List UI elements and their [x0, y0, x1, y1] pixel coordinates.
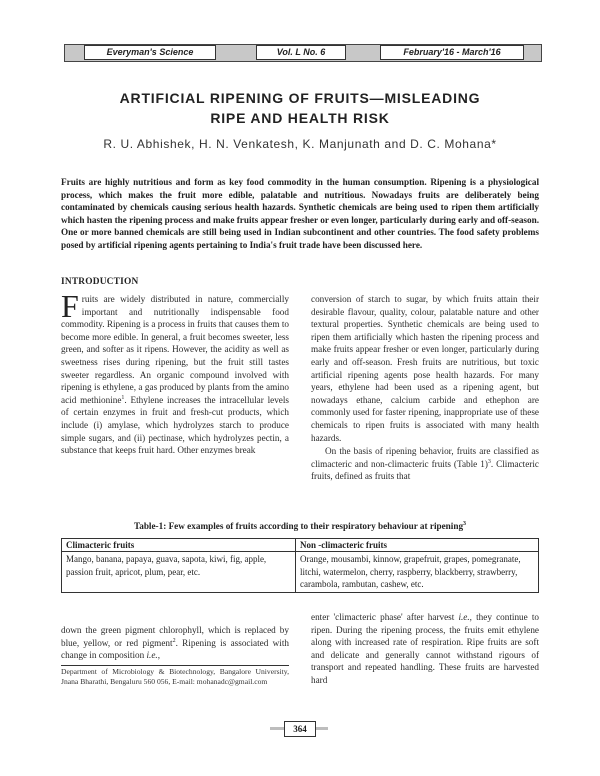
cont-right-a: enter 'climacteric phase' after harvest	[311, 612, 459, 622]
right-column-intro	[311, 293, 539, 483]
table-caption	[0, 521, 600, 531]
volume-label: Vol. L No. 6	[256, 45, 346, 60]
left-column-continuation	[61, 624, 289, 662]
right-paragraph-1: conversion of starch to sugar, by which fruits attain their desirable flavour, quality, colour, palatable nature and other textural properties. Synthetic chemicals are being used to ripen them artificially which hasten the ripening process and make fruits appear fresher or even longer, particularly during early and off-season. Fresh fruits are nutritious, but toxic artificial ripening agents pose health hazards. For many years, ethylene had been used as a ripening agent, but nowadays ethane, calcium carbide and ethephon are commonly used for faster ripening, inappropriate use of these chemicals to ripen fruits is associated with many health hazards.	[311, 294, 539, 443]
fruits-table	[61, 538, 539, 593]
title-line-1: ARTIFICIAL RIPENING OF FRUITS—MISLEADING	[119, 90, 481, 106]
abstract: Fruits are highly nutritious and form as key food commodity in the human consumption. Ripening is a physiological process, which makes the fruit more edible, palatable and nutritious. Nowadays fruits are deliberately being contaminated by chemicals causing serious health hazards. Synthetic chemicals are being used to ripen them artificially which hasten the ripening process and make fruits appear fresher or even longer, particularly during early and off-season. One or more banned chemicals are still being used in Indian subcontinent and other countries. The food safety problems posed by artificial ripening agents pertaining to India's fruit trade have been discussed here.	[61, 177, 539, 250]
table-row	[62, 552, 539, 592]
intro-text-a: ruits are widely distributed in nature, commercially important and nutritionally indispensable food commodity. Ripening is a process in fruits that causes them to become more edible. In general, a fruit becomes sweeter, less green, and softer as it ripens. However, the acidity as well as sweetness rises during ripening, but the fruit still tastes sweeter regardless. An organic compound involved with ripening is ethylene, a gas produced by plants from the amino acid methionine	[61, 294, 289, 405]
right-paragraph-2	[311, 445, 539, 483]
table-header-row	[62, 539, 539, 552]
ref-2: 2	[172, 637, 176, 644]
intro-text-b: . Ethylene increases the intracellular levels of certain enzymes in fruit and fresh-cut products, which include (i) amylase, which hydrolyzes starch to produce simple sugars, and (ii) pectinase, which hydrolyzes pectin, a substance that keeps fruit hard. Other enzymes break	[61, 394, 289, 456]
right-paragraph-2-b: . Climacteric fruits, defined as fruits that	[311, 458, 539, 482]
non-climacteric-fruits-cell: Orange, mousambi, kinnow, grapefruit, grapes, pomegranate, litchi, watermelon, cherry, raspberry, blackberry, strawberry, carambola, rambutan, cashew, etc.	[296, 552, 539, 592]
title-line-2: RIPE AND HEALTH RISK	[210, 110, 390, 126]
cont-left-ie: i.e.,	[146, 650, 161, 661]
journal-name: Everyman's Science	[84, 45, 216, 60]
authors: R. U. Abhishek, H. N. Venkatesh, K. Manjunath and D. C. Mohana*	[103, 137, 497, 151]
ref-1: 1	[121, 394, 125, 401]
right-column-continuation	[311, 611, 539, 687]
cont-right-b: they continue to ripen. During the ripening process, the fruits emit ethylene along with increased rate of respiration. Ripe fruits are soft and delicate and generally cannot withstand rigours of transport and repeated handling. These fruits are harvested hard	[311, 612, 539, 685]
table-header-climacteric: Climacteric fruits	[62, 539, 296, 552]
table-caption-text: Table-1: Few examples of fruits according to their respiratory behaviour at ripening	[133, 521, 464, 531]
cont-left-a: down the green pigment chlorophyll, which is replaced by blue, yellow, or red pigment	[61, 625, 289, 648]
article-title	[0, 88, 600, 128]
right-paragraph-2-a: On the basis of ripening behavior, fruits are classified as climacteric and non-climacteric fruits (Table 1)	[311, 446, 539, 469]
section-heading-introduction: INTRODUCTION	[61, 277, 139, 287]
left-column-intro	[61, 288, 289, 457]
table-caption-ref: 3	[463, 520, 467, 527]
table-header-non-climacteric: Non -climacteric fruits	[296, 539, 539, 552]
issue-date: February'16 - March'16	[380, 45, 524, 60]
cont-right-ie: i.e.,	[458, 612, 472, 622]
ref-3: 3	[487, 458, 491, 465]
footnote-rule	[61, 665, 289, 666]
drop-cap: F	[61, 288, 79, 324]
cont-left-b: . Ripening is associated with change in composition	[61, 637, 289, 661]
page-number: 364	[284, 721, 316, 737]
affiliation-footnote: Department of Microbiology & Biotechnology, Bangalore University, Jnana Bharathi, Bengaluru 560 056, E-mail: mohanadc@gmail.com	[61, 667, 289, 687]
climacteric-fruits-cell: Mango, banana, papaya, guava, sapota, kiwi, fig, apple, passion fruit, apricot, plum, pear, etc.	[62, 552, 296, 592]
